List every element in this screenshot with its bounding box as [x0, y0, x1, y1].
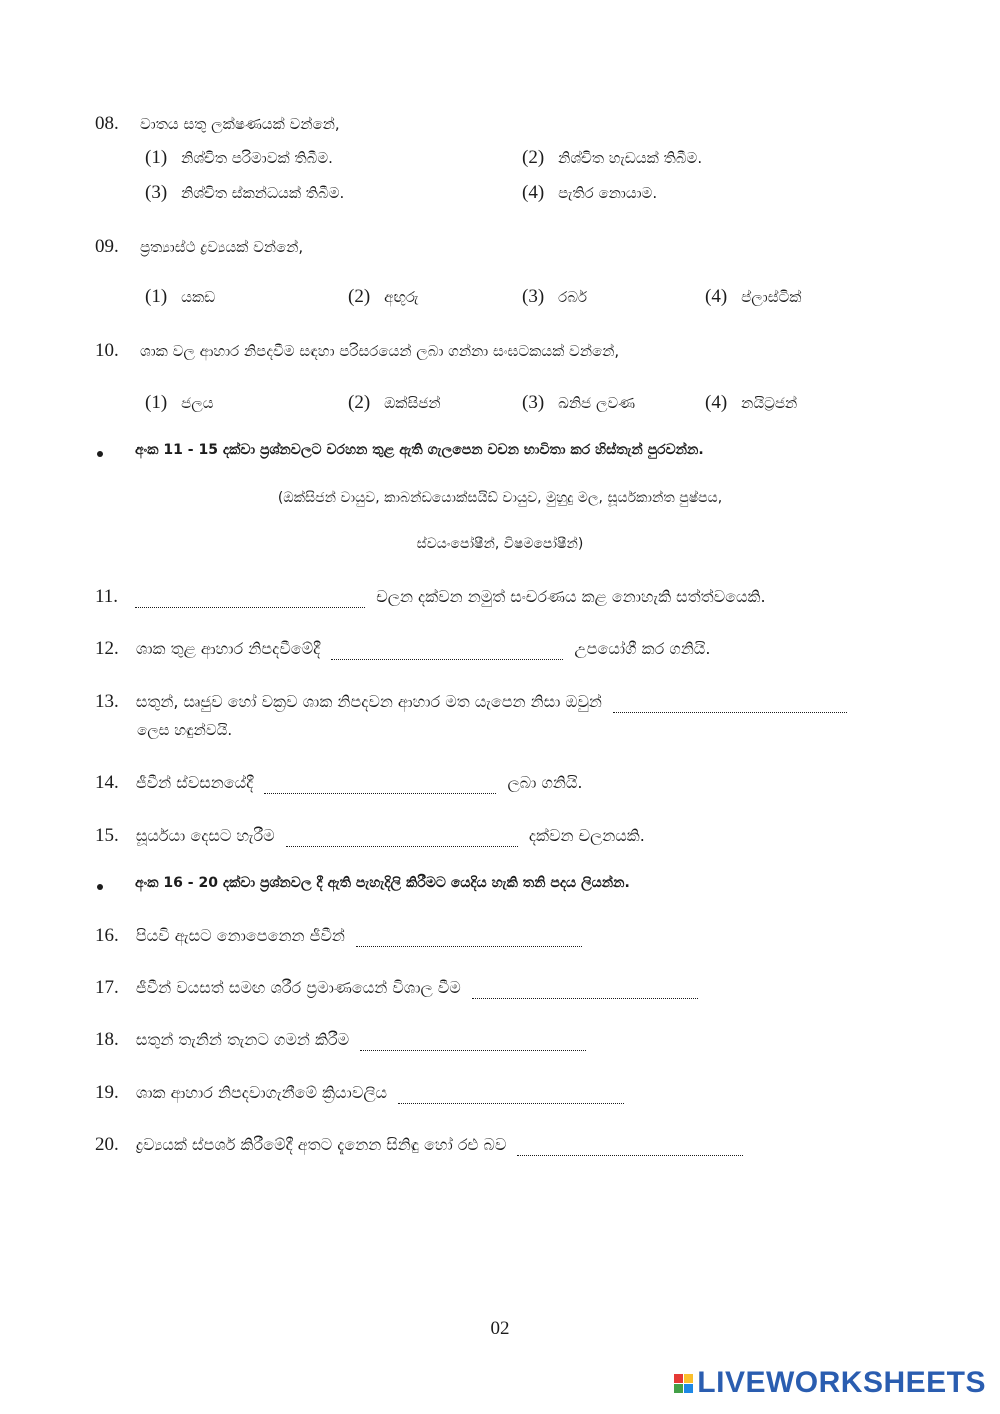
- question-13-line-2: ලෙස හඳුන්වයි.: [137, 721, 233, 739]
- option-1[interactable]: (1) යකඩ: [145, 286, 216, 307]
- question-text: ශාක තුළ ආහාර නිපදවීමේදී: [135, 639, 321, 658]
- question-number: 09.: [95, 236, 119, 257]
- question-17: [95, 977, 698, 999]
- question-number: 17.: [95, 977, 119, 998]
- question-text: චලන දක්වන නමුත් සංචරණය කළ නොහැකි සත්ත්වයෙකි.: [376, 587, 766, 606]
- option-3[interactable]: (3) ඛනිජ ලවණ: [522, 392, 636, 413]
- answer-input[interactable]: [398, 1085, 624, 1104]
- question-16: [95, 925, 582, 947]
- option-4[interactable]: (4) නයිට්‍රජන්: [705, 392, 798, 413]
- question-number: 15.: [95, 825, 119, 846]
- answer-input[interactable]: [613, 694, 847, 713]
- option-2[interactable]: (2) නිශ්චිත හැඩයක් තිබීම.: [522, 147, 703, 168]
- question-text: ශාක වල ආහාර නිපදවීම සඳහා පරිසරයෙන් ලබා ගන්නා සංඝටකයක් වන්නේ,: [140, 342, 620, 360]
- option-3[interactable]: (3) රබර්: [522, 286, 588, 307]
- page-number: 02: [490, 1318, 510, 1339]
- answer-input[interactable]: [286, 828, 518, 847]
- answer-input[interactable]: [331, 641, 563, 660]
- logo-square-yellow: [684, 1374, 693, 1383]
- question-18: [95, 1029, 586, 1051]
- question-14: [95, 772, 583, 794]
- bullet-icon: [97, 451, 103, 457]
- question-number: 14.: [95, 772, 119, 793]
- question-text: ජීවීන් ස්වසනයේදී: [135, 773, 254, 792]
- question-number: 08.: [95, 113, 119, 134]
- question-number: 10.: [95, 340, 119, 361]
- logo-square-red: [674, 1374, 683, 1383]
- question-text-end: ලබා ගනියි.: [507, 773, 583, 792]
- option-2[interactable]: (2) අඟුරු: [348, 286, 419, 307]
- question-text: සූර්යයා දෙසට හැරීම: [135, 826, 275, 845]
- question-text-end: දක්වන චලනයකි.: [528, 826, 645, 845]
- logo-square-blue: [684, 1384, 693, 1393]
- section-instruction: අංක 11 - 15 දක්වා ප්‍රශ්නවලට වරහන තුළ ඇති ගැලපෙන වචන භාවිතා කර හිස්තැන් පුරවන්න.: [135, 442, 704, 458]
- question-text: ශාක ආහාර නිපදවාගැනීමේ ක්‍රියාවලිය: [135, 1083, 388, 1102]
- option-1[interactable]: (1) නිශ්චිත පරිමාවක් තිබීම.: [145, 147, 333, 168]
- option-2[interactable]: (2) ඔක්සිජන්: [348, 392, 441, 413]
- liveworksheets-logo: [674, 1366, 986, 1400]
- question-text: වාතය සතු ලක්ෂණයක් වන්නේ,: [140, 115, 340, 133]
- answer-input[interactable]: [472, 980, 698, 999]
- option-1[interactable]: (1) ජලය: [145, 392, 214, 413]
- question-number: 12.: [95, 638, 119, 659]
- option-4[interactable]: (4) ප්ලාස්ටික්: [705, 286, 802, 307]
- question-text: සතුන්, සෘජුව හෝ වක්‍රව ශාක නිපදවන ආහාර මත යැපෙන නිසා ඔවුන්: [135, 692, 602, 711]
- question-text: පියවි ඇසට නොපෙනෙන ජීවීන්: [135, 926, 345, 945]
- answer-input[interactable]: [264, 775, 496, 794]
- question-text-end: උපයෝගී කර ගනියි.: [574, 639, 711, 658]
- question-text: ජීවීන් වයසත් සමඟ ශරීර ප්‍රමාණයෙන් විශාල වීම: [135, 978, 461, 997]
- question-15: [95, 825, 645, 847]
- question-12: [95, 638, 710, 660]
- question-number: 18.: [95, 1029, 119, 1050]
- logo-text: LIVEWORKSHEETS: [697, 1366, 986, 1399]
- option-4[interactable]: (4) පැතිර නොයාම.: [522, 182, 658, 203]
- question-13: [95, 691, 847, 713]
- question-number: 16.: [95, 925, 119, 946]
- logo-square-green: [674, 1384, 683, 1393]
- word-bank-line-2: ස්වයංපෝෂීන්, විෂමපෝෂීන්): [416, 536, 584, 552]
- question-number: 13.: [95, 691, 119, 712]
- bullet-icon: [97, 884, 103, 890]
- question-text: ප්‍රත්‍යාස්ථ ද්‍රව්‍යයක් වන්නේ,: [140, 238, 304, 256]
- answer-input[interactable]: [135, 589, 365, 608]
- section-instruction: අංක 16 - 20 දක්වා ප්‍රශ්නවල දී ඇති පැහැදිලි කිරීමට යෙදිය හැකි තනි පදය ලියන්න.: [135, 875, 630, 891]
- question-11: [95, 586, 766, 608]
- question-number: 20.: [95, 1134, 119, 1155]
- question-text: සතුන් තැනින් තැනට ගමන් කිරීම: [135, 1030, 350, 1049]
- question-20: [95, 1134, 743, 1156]
- logo-mark-icon: [674, 1374, 693, 1393]
- question-number: 19.: [95, 1082, 119, 1103]
- answer-input[interactable]: [356, 928, 582, 947]
- answer-input[interactable]: [360, 1032, 586, 1051]
- word-bank-line-1: (ඔක්සිජන් වායුව, කාබන්ඩයොක්සයිඩ් වායුව, මුහුදු මල, සූර්යකාන්ත පුෂ්පය,: [277, 490, 723, 506]
- option-3[interactable]: (3) නිශ්චිත ස්කන්ධයක් තිබීම.: [145, 182, 345, 203]
- question-19: [95, 1082, 624, 1104]
- answer-input[interactable]: [517, 1137, 743, 1156]
- question-text: ද්‍රව්‍යයක් ස්පර්ශ කිරීමේදී අතට දැනෙන සිනිඳු හෝ රළු බව: [135, 1135, 507, 1154]
- question-number: 11.: [95, 586, 119, 607]
